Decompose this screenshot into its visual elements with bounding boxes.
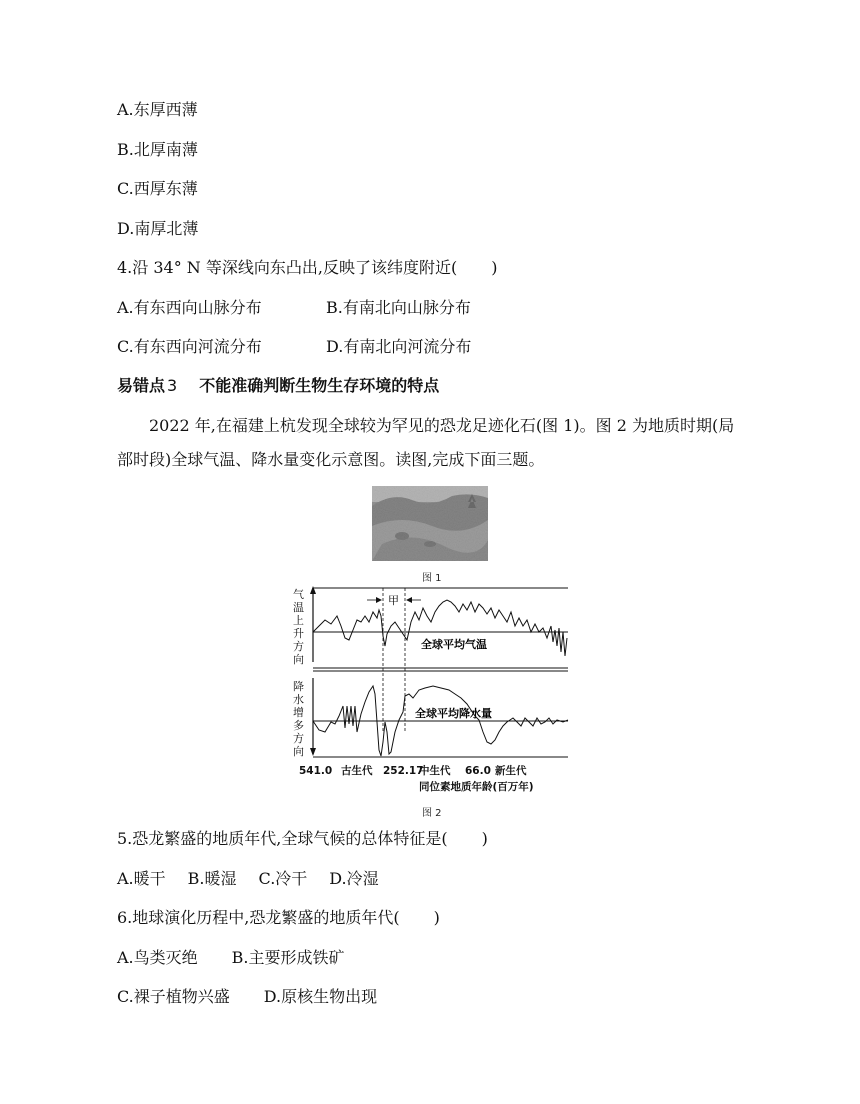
figure1-caption: 图 1 [422, 573, 442, 584]
x-tick-mesozoic: 中生代 [419, 765, 451, 777]
temperature-ylabel-char: 温 [293, 601, 304, 614]
section-title: 不能准确判断生物生存环境的特点 [199, 376, 440, 395]
q6-options-row2 [117, 987, 377, 1007]
intro-paragraph: 2022 年,在福建上杭发现全球较为罕见的恐龙足迹化石(图 1)。图 2 为地质时期(局部时段)全球气温、降水量变化示意图。读图,完成下面三题。 [117, 416, 735, 469]
q5-option-a: A.暖干 [117, 869, 166, 888]
q5-close-paren: ) [481, 829, 488, 848]
section-heading [117, 376, 439, 396]
temperature-ylabel-char: 气 [293, 588, 304, 601]
section-label: 易错点 [117, 376, 166, 395]
q5-option-c: C.冷干 [258, 869, 308, 888]
q6-option-c: C.裸子植物兴盛 [117, 987, 230, 1006]
q3-option-b: B.北厚南薄 [117, 140, 198, 159]
q4-close-paren: ) [491, 258, 498, 277]
q4-option-a: A.有东西向山脉分布 [117, 298, 262, 317]
precipitation-ylabel-char: 方 [293, 732, 304, 745]
q5-option-b: B.暖湿 [187, 869, 237, 888]
x-tick-66: 66.0 [465, 765, 491, 777]
q5-stem [117, 829, 488, 849]
temperature-ylabel-char: 向 [293, 653, 304, 666]
q6-stem-text: 6.地球演化历程中,恐龙繁盛的地质年代( [117, 908, 400, 927]
q6-close-paren: ) [433, 908, 440, 927]
jia-marker-label: 甲 [388, 594, 399, 607]
q5-stem-text: 5.恐龙繁盛的地质年代,全球气候的总体特征是( [117, 829, 448, 848]
temperature-average-label: 全球平均气温 [421, 638, 487, 651]
precipitation-axis-arrow [310, 748, 316, 756]
q4-option-d: D.有南北向河流分布 [326, 337, 472, 356]
x-tick-labels [299, 764, 534, 793]
q3-option-d: D.南厚北薄 [117, 219, 199, 238]
jia-arrowhead-right [406, 597, 412, 603]
x-axis-label: 同位素地质年龄(百万年) [419, 781, 534, 793]
section-number: 3 [167, 376, 178, 395]
temperature-ylabel-chars [293, 587, 304, 666]
x-tick-541: 541.0 [299, 765, 333, 777]
precipitation-ylabel-char: 向 [293, 745, 304, 758]
dinosaur-footprint-photo [372, 486, 488, 561]
precipitation-ylabel-char: 水 [293, 693, 304, 706]
figure2-caption: 图 2 [422, 808, 442, 819]
climate-change-chart [285, 582, 575, 800]
q6-option-a: A.鸟类灭绝 [117, 948, 198, 967]
q5-options [117, 869, 379, 889]
q4-option-b: B.有南北向山脉分布 [326, 298, 471, 317]
x-tick-cenozoic: 新生代 [495, 765, 527, 777]
temperature-ylabel-char: 上 [293, 614, 304, 627]
q6-option-b: B.主要形成铁矿 [231, 948, 345, 967]
q4-stem [117, 258, 497, 278]
precipitation-ylabel-char: 增 [293, 706, 304, 719]
q4-options-row1 [117, 298, 262, 318]
q5-option-d: D.冷湿 [329, 869, 379, 888]
temperature-ylabel-char: 方 [293, 640, 304, 653]
x-tick-252: 252.17 [383, 765, 424, 777]
precipitation-ylabel-char: 降 [293, 680, 304, 693]
jia-arrowhead-left [376, 597, 382, 603]
precipitation-average-label: 全球平均降水量 [415, 707, 492, 720]
q6-options-row1 [117, 948, 345, 968]
precipitation-panel [293, 678, 568, 758]
q4-stem-text: 4.沿 34° N 等深线向东凸出,反映了该纬度附近( [117, 258, 458, 277]
q4-option-c: C.有东西向河流分布 [117, 337, 262, 356]
x-tick-paleozoic: 古生代 [341, 765, 373, 777]
precipitation-ylabel-char: 多 [293, 719, 304, 732]
q3-option-c: C.西厚东薄 [117, 179, 198, 198]
temperature-ylabel-char: 升 [293, 627, 304, 640]
q6-stem [117, 908, 440, 928]
precipitation-ylabel-chars [293, 679, 304, 758]
q3-option-a: A.东厚西薄 [117, 100, 198, 119]
temperature-axis-arrow [310, 586, 316, 594]
q6-option-d: D.原核生物出现 [263, 987, 378, 1006]
